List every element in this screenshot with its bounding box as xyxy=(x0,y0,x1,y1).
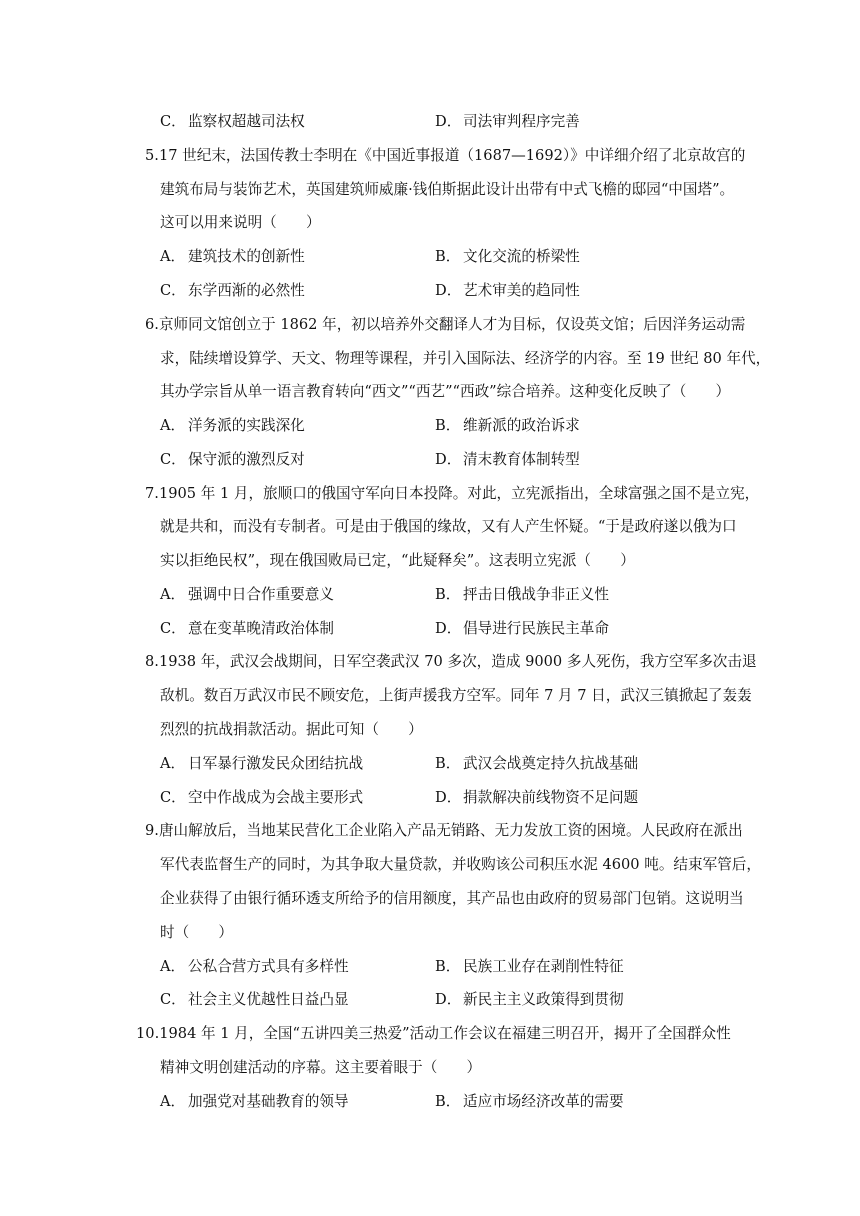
option-d[interactable]: D． 新民主主义政策得到贯彻 xyxy=(435,991,624,1008)
question-number: 8. xyxy=(145,653,159,670)
question-9-line-4: 时（ ） xyxy=(160,924,233,941)
question-number: 6. xyxy=(145,316,159,333)
question-9-line-3: 企业获得了由银行循环透支所给予的信用额度，其产品也由政府的贸易部门包销。这说明当 xyxy=(160,890,744,907)
question-number: 9. xyxy=(145,822,159,839)
option-b[interactable]: B． 维新派的政治诉求 xyxy=(435,417,580,434)
option-b[interactable]: B． 文化交流的桥梁性 xyxy=(435,248,580,265)
option-a[interactable]: A． 强调中日合作重要意义 xyxy=(160,586,334,603)
question-8-line-2: 敌机。数百万武汉市民不顾安危，上街声援我方空军。同年 7 月 7 日，武汉三镇掀起了轰轰 xyxy=(160,687,752,704)
option-text: 监察权超越司法权 xyxy=(188,113,305,130)
option-a[interactable]: A． 洋务派的实践深化 xyxy=(160,417,305,434)
question-8-line-1: 8.1938 年，武汉会战期间，日军空袭武汉 70 多次，造成 9000 多人死伤，我方空军多次击退 xyxy=(145,653,757,670)
option-a[interactable]: A． 日军暴行激发民众团结抗战 xyxy=(160,755,364,772)
question-7-line-1: 7.1905 年 1 月，旅顺口的俄国守军向日本投降。对此，立宪派指出，全球富强之国不是立宪， xyxy=(145,485,760,502)
question-5-line-2: 建筑布局与装饰艺术，英国建筑师威廉·钱伯斯据此设计出带有中式飞檐的邸园“中国塔”。 xyxy=(160,181,735,198)
question-8-line-3: 烈烈的抗战捐款活动。据此可知（ ） xyxy=(160,721,423,738)
option-a[interactable]: A． 建筑技术的创新性 xyxy=(160,248,305,265)
option-b[interactable]: B． 民族工业存在剥削性特征 xyxy=(435,958,624,975)
option-c[interactable]: C． 意在变革晚清政治体制 xyxy=(160,620,334,637)
question-number: 10. xyxy=(136,1025,160,1042)
question-number: 7. xyxy=(145,485,159,502)
option-d[interactable]: D． 倡导进行民族民主革命 xyxy=(435,620,609,637)
option-b[interactable]: B． 抨击日俄战争非正义性 xyxy=(435,586,609,603)
option-c[interactable]: C． 东学西渐的必然性 xyxy=(160,282,305,299)
option-c[interactable] xyxy=(160,112,305,132)
question-7-line-2: 就是共和，而没有专制者。可是由于俄国的缘故，又有人产生怀疑。“于是政府遂以俄为口 xyxy=(160,518,737,535)
question-6-line-3: 其办学宗旨从单一语言教育转向“西文”“西艺”“西政”综合培养。这种变化反映了（ ） xyxy=(160,383,731,400)
option-d[interactable]: D． 捐款解决前线物资不足问题 xyxy=(435,789,639,806)
option-letter: D． xyxy=(435,113,462,130)
option-d[interactable]: D． 艺术审美的趋同性 xyxy=(435,282,580,299)
option-b[interactable]: B． 武汉会战奠定持久抗战基础 xyxy=(435,755,639,772)
option-a[interactable]: A． 加强党对基础教育的领导 xyxy=(160,1093,349,1110)
option-a[interactable]: A． 公私合营方式具有多样性 xyxy=(160,958,349,975)
option-letter: C． xyxy=(160,113,186,130)
question-6-line-2: 求，陆续增设算学、天文、物理等课程，并引入国际法、经济学的内容。至 19 世纪 80 年代， xyxy=(160,350,771,367)
question-9-line-2: 军代表监督生产的同时，为其争取大量贷款，并收购该公司积压水泥 4600 吨。结束军管后， xyxy=(160,856,761,873)
question-number: 5. xyxy=(145,147,159,164)
option-c[interactable]: C． 社会主义优越性日益凸显 xyxy=(160,991,349,1008)
option-b[interactable]: B． 适应市场经济改革的需要 xyxy=(435,1093,624,1110)
question-10-line-1: 10.1984 年 1 月，全国“五讲四美三热爱”活动工作会议在福建三明召开，揭开了全国群众性 xyxy=(136,1025,731,1042)
question-10-line-2: 精神文明创建活动的序幕。这主要着眼于（ ） xyxy=(160,1059,482,1076)
option-c[interactable]: C． 保守派的激烈反对 xyxy=(160,451,305,468)
question-5-line-3: 这可以用来说明（ ） xyxy=(160,214,321,231)
question-6-line-1: 6.京师同文馆创立于 1862 年，初以培养外交翻译人才为目标，仅设英文馆；后因洋务运动需 xyxy=(145,316,746,333)
question-9-line-1: 9.唐山解放后，当地某民营化工企业陷入产品无销路、无力发放工资的困境。人民政府在派出 xyxy=(145,822,743,839)
question-5-line-1: 5.17 世纪末，法国传教士李明在《中国近事报道（1687—1692）》中详细介绍了北京故宫的 xyxy=(145,147,746,164)
option-text: 司法审判程序完善 xyxy=(463,113,580,130)
option-d[interactable]: D． 清末教育体制转型 xyxy=(435,451,580,468)
question-7-line-3: 实以拒绝民权”，现在俄国败局已定，“此疑释矣”。这表明立宪派（ ） xyxy=(160,552,635,569)
option-d[interactable] xyxy=(435,112,580,132)
option-c[interactable]: C． 空中作战成为会战主要形式 xyxy=(160,789,364,806)
